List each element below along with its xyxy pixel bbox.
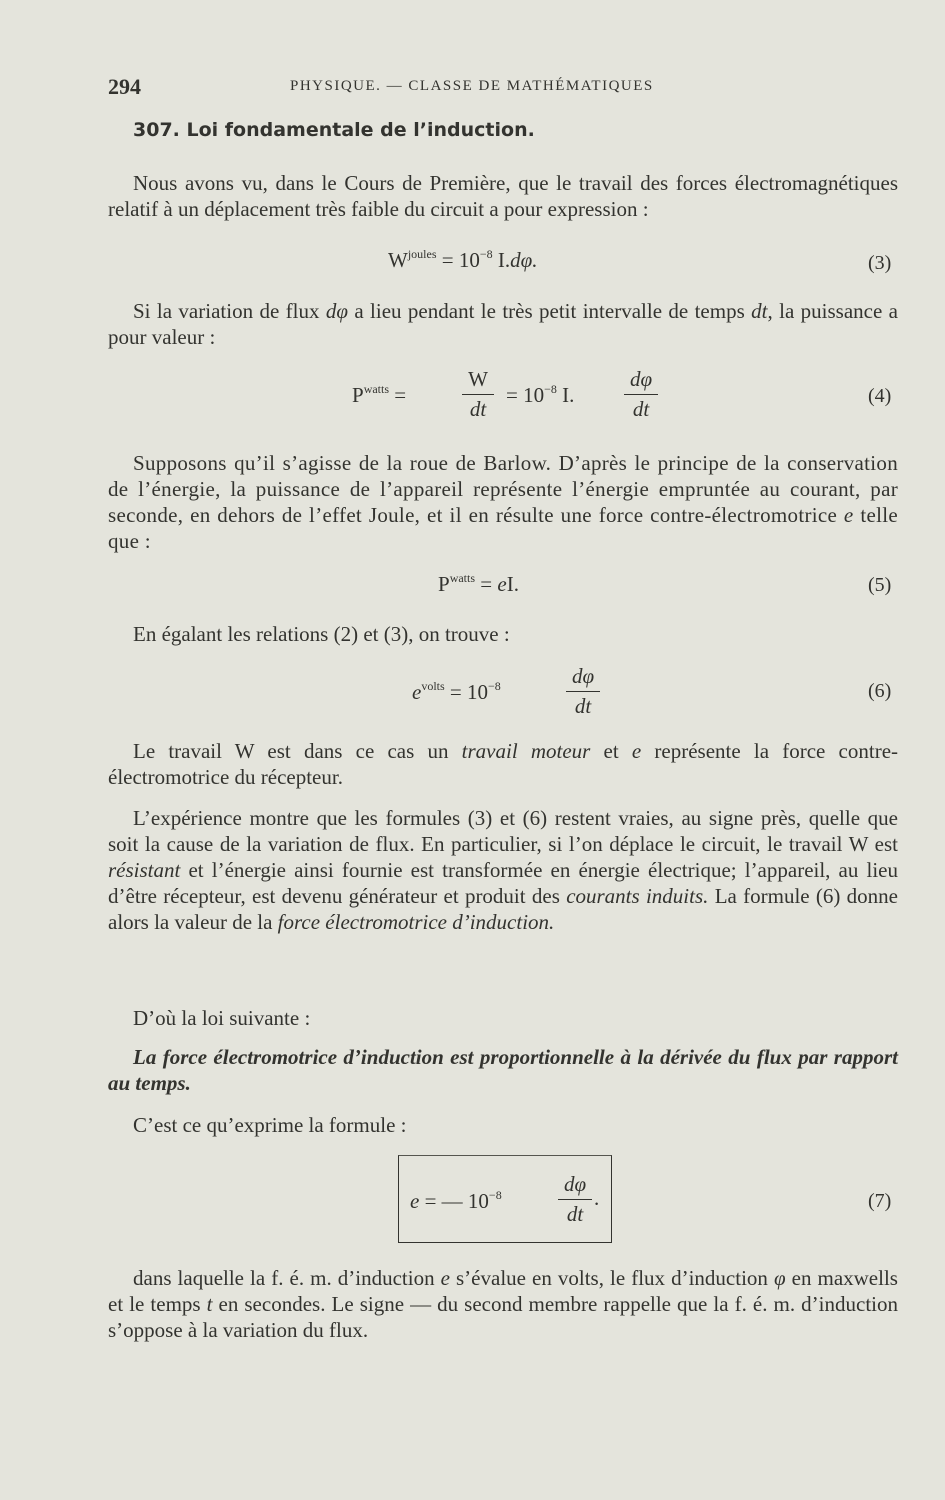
running-head: PHYSIQUE. — CLASSE DE MATHÉMATIQUES: [290, 78, 654, 94]
paragraph-work-motor: Le travail W est dans ce cas un travail moteur et e représente la force contre-électromotrice du récepteur.: [108, 739, 899, 789]
paragraph-experience: L’expérience montre que les formules (3) et (6) restent vraies, au signe près, quelle que soit la cause de la variation de flux. En particulier, si l’on déplace le circuit, le travail W est résistant et l’énergie ainsi fournie est transformée en énergie électrique; l’appareil, au lieu d’être récepteur, est devenu générateur et produit des courants induits. La formule (6) donne alors la valeur de la force électromotrice d’induction.: [108, 806, 898, 934]
equation-5: $P^{watts}$ = eI.: [438, 571, 519, 596]
equation-number-4: (4): [868, 385, 892, 407]
equation-4-fraction-1: $\frac{W}{dt}$: [462, 367, 494, 422]
paragraph-equating: En égalant les relations (2) et (3), on trouve :: [133, 622, 510, 646]
section-title: 307. Loi fondamentale de l’induction.: [133, 119, 535, 141]
equation-number-5: (5): [868, 574, 892, 596]
equation-4-fraction-2: $\frac{d\varphi}{dt}$: [624, 367, 658, 422]
paragraph-units: dans laquelle la f. é. m. d’induction e s’évalue en volts, le flux d’induction φ en maxwells et le temps t en secondes. Le signe — du second membre rappelle que la f. é. m. d’induction s’oppose à la variation du flux.: [108, 1266, 898, 1342]
equation-4-mid: = $10^{-8}$ I.: [506, 382, 575, 407]
paragraph-power: Si la variation de flux dφ a lieu pendant le très petit intervalle de temps dt, la puissance a pour valeur :: [108, 299, 898, 349]
page-number: 294: [108, 74, 141, 99]
equation-number-3: (3): [868, 252, 892, 274]
equation-4-lhs: $P^{watts}$ =: [352, 382, 407, 407]
equation-number-7: (7): [868, 1190, 892, 1212]
equation-6-lhs: $e^{volts} = 10^{-8}$: [412, 679, 501, 704]
paragraph-law-intro: D’où la loi suivante :: [133, 1006, 311, 1030]
paragraph-formula-intro: C’est ce qu’exprime la formule :: [133, 1113, 407, 1137]
equation-7-period: .: [594, 1186, 600, 1210]
paragraph-intro: Nous avons vu, dans le Cours de Première, que le travail des forces électromagnétiques relatif à un déplacement très faible du circuit a pour expression :: [108, 171, 898, 221]
law-statement: La force électromotrice d’induction est proportionnelle à la dérivée du flux par rapport au temps.: [108, 1045, 898, 1095]
equation-3: $W^{joules} = 10^{-8}$ I.dφ.: [388, 247, 538, 272]
equation-6-fraction: $\frac{d\varphi}{dt}$: [566, 664, 600, 719]
paragraph-barlow: Supposons qu’il s’agisse de la roue de Barlow. D’après le principe de la conservation de l’énergie, la puissance de l’appareil représente l’énergie empruntée au courant, par seconde, en dehors de l’effet Joule, et il en résulte une force contre-électromotrice e telle que :: [108, 451, 898, 553]
equation-7-lhs: e = — $10^{-8}$: [410, 1188, 502, 1213]
equation-number-6: (6): [868, 680, 892, 702]
page-header: [108, 74, 898, 102]
equation-7-fraction: $\frac{d\varphi}{dt}$: [558, 1172, 592, 1227]
